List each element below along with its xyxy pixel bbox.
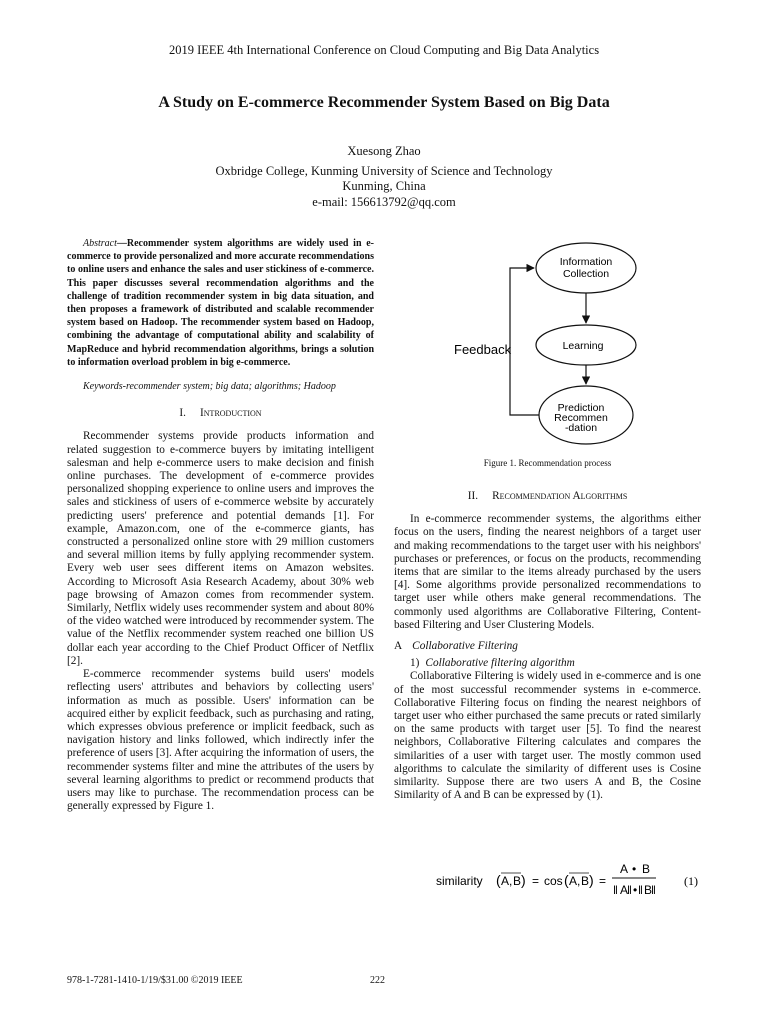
vec-b-lhs: B (513, 874, 522, 888)
frac-num-a: A (620, 862, 629, 876)
subsubsection-label: 1) (410, 657, 420, 670)
frac-den-b: B (644, 883, 653, 897)
paper-title: A Study on E-commerce Recommender System Based on Big Data (158, 94, 610, 111)
subsubsection-heading (394, 657, 701, 670)
comma: , (509, 874, 513, 888)
author-block (0, 144, 768, 210)
vec-b-rhs: B (581, 874, 590, 888)
author-name: Xuesong Zhao (347, 144, 421, 158)
node-label: Prediction (557, 402, 605, 414)
intro-paragraph-2: E-commerce recommender systems build users' models reflecting users' attributes and behaviors by collecting users' information as much as possible. Users' information can be acquired either by explicit feedback, such as purchasing and rating, which expresses obvious preference or implicit feedback, such as navigation history and links followed, which indirectly infer the preference of users [3]. After acquiring the information of users, the recommender systems filter and mine the attributes of the users by several learning algorithms to predict or recommend products that users may like to purchase. The recommendation process can be generally expressed by Figure 1. (67, 668, 374, 813)
section-number: II. (467, 490, 479, 502)
paren-close: ) (589, 872, 594, 888)
right-column (394, 490, 701, 802)
left-column (67, 237, 374, 813)
node-label: -dation (564, 422, 598, 434)
author-email: e-mail: 156613792@qq.com (312, 194, 456, 209)
subsection-title: Collaborative Filtering (412, 640, 518, 653)
intro-paragraph-1: Recommender systems provide products information and related suggestion to e-commerce buyers by imitating intelligent salesman and help e-commerce users to make decision and finish online purchases. The development of e-commerce provides personalized shopping experience to online users and improves the sales and stickiness of users of e-commerce website by accurately predicting users' preference and potential demands [1]. For example, Amazon.com, one of the e-commerce giants, has constructed a personalized online store with 29 million customers and several million items by fully applying recommender system. Every web user sees different items on Amazon websites. According to Microsoft Asia Research Academy, about 30% web page browsing of Amazon comes from recommender system. Similarly, Netflix widely uses recommender system and about 80% of the video watched were introduced by recommender system. The value of the Netflix recommender system reached one billion US dollar each year according to the Chief Product Officer of Netflix [2]. (67, 430, 374, 667)
frac-num-dot: • (632, 862, 637, 876)
equation-number: (1) (684, 874, 698, 888)
paren-open: ( (564, 872, 569, 888)
flowchart-diagram (394, 222, 701, 452)
vec-a-lhs: A (501, 874, 510, 888)
abstract (67, 237, 374, 369)
equation-graphic (394, 858, 701, 902)
frac-num-b: B (642, 862, 651, 876)
section-heading-algorithms (394, 490, 701, 503)
paren-close: ) (521, 872, 526, 888)
section-title: Introduction (200, 407, 262, 420)
node-label: Recommen (554, 412, 608, 424)
section-heading-introduction (67, 407, 374, 420)
abstract-text: —Recommender system algorithms are widely used in e-commerce to provide personalized and more accurate recommendations to online users and enhance the sales and user stickiness of e-commerce. This paper discusses several recommendation algorithms and the challenge of tradition recommender system in big data situation, and then proposes a framework of distributed and scalable recommender system based on Hadoop. The recommender system based on Hadoop, combining the advantage of computational ability and scalability of MapReduce and hybrid recommendation algorithms, brings a solution to information overload problem in big e-commerce. (67, 238, 374, 368)
figure-recommendation-process (394, 222, 701, 452)
node-label: Information (559, 256, 613, 268)
frac-den-dot: • (633, 883, 638, 897)
author-location: Kunming, China (342, 179, 426, 193)
norm-bars: ‖ (638, 883, 643, 897)
norm-bars: ‖ (613, 883, 618, 897)
comma: , (577, 874, 581, 888)
feedback-loop-arrow (510, 268, 539, 415)
section-number: I. (179, 407, 187, 420)
author-affiliation: Oxbridge College, Kunming University of Science and Technology (215, 163, 553, 178)
equals-sign: = (599, 874, 607, 888)
node-label: Collection (562, 268, 610, 280)
abstract-lead: Abstract (83, 238, 117, 249)
vec-a-rhs: A (569, 874, 578, 888)
conference-header: 2019 IEEE 4th International Conference on Cloud Computing and Big Data Analytics (168, 43, 600, 57)
norm-bars: ‖ (651, 883, 656, 897)
norm-bars: ‖ (627, 883, 632, 897)
paren-open: ( (496, 872, 501, 888)
algorithms-paragraph-1: In e-commerce recommender systems, the algorithms either focus on the users, finding the nearest neighbors of a target user and making recommendations to the target user with his neighbors' purchases or preferences, or focus on the products, recommending items that are similar to the items already purchased by the users [4]. Some algorithms provide personalized recommendations to target user while others make general recommendations. The commonly used algorithms are Collaborative Filtering, Content-based Filtering and User Clustering Models. (394, 513, 701, 631)
algorithms-paragraph-2: Collaborative Filtering is widely used in e-commerce and is one of the most successful recommender systems in e-commerce. Collaborative Filtering focus on finding the nearest neighbors of target user who either purchased the same precuts or rated similarly on the same products with target user [5]. To find the nearest neighbors, Collaborative Filtering calculates and compares the similarities of a user with target user. The mostly common used algorithms to calculate the similarity of different uses is Cosine similarity. Suppose there are two users A and B, the Cosine Similarity of A and B can be expressed by (1). (394, 670, 701, 802)
node-label: Learning (562, 340, 604, 352)
feedback-label: Feedback (454, 342, 512, 357)
page-number: 222 (370, 975, 385, 986)
equation-lhs: similarity (436, 874, 483, 888)
figure-caption: Figure 1. Recommendation process (483, 458, 612, 468)
subsection-label: A (394, 640, 403, 653)
equation-cosine-similarity (394, 858, 701, 902)
equation-rhs: cos (544, 874, 563, 888)
footer-isbn: 978-1-7281-1410-1/19/$31.00 ©2019 IEEE (67, 975, 243, 986)
keywords: Keywords-recommender system; big data; algorithms; Hadoop (83, 381, 336, 393)
equals-sign: = (532, 874, 540, 888)
section-title: Recommendation Algorithms (492, 490, 628, 502)
subsection-heading (394, 640, 701, 653)
subsubsection-title: Collaborative filtering algorithm (425, 657, 575, 670)
frac-den-a: A (620, 883, 629, 897)
